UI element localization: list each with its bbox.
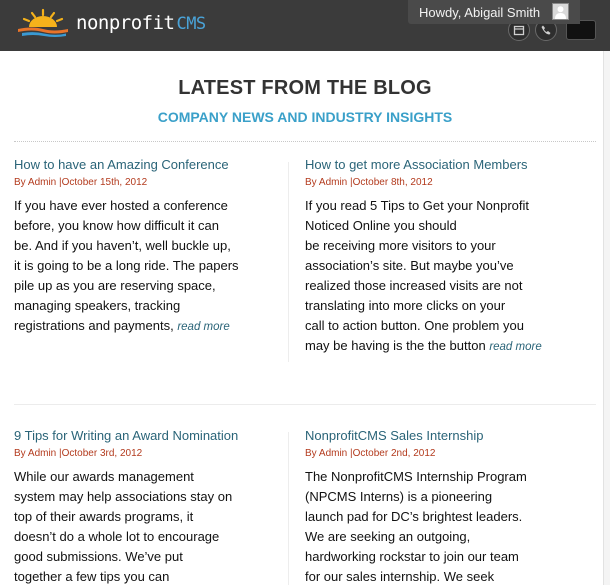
- post-excerpt: [305, 196, 575, 357]
- post-excerpt-text: If you have ever hosted a conference before, you know how difficult it can be. And if you haven’t, well buckle up, it is going to be a long ride. The papers pile up as you are reserving space, managing speakers, tracking registrations and payments,: [14, 198, 239, 333]
- blog-post: [14, 157, 284, 337]
- post-excerpt: [14, 196, 284, 337]
- post-title-link[interactable]: How to get more Association Members: [305, 157, 528, 172]
- top-bar: [0, 0, 610, 51]
- read-more-link[interactable]: read more: [177, 321, 230, 333]
- post-title-link[interactable]: NonprofitCMS Sales Internship: [305, 428, 484, 443]
- blog-post: [14, 428, 284, 585]
- divider: [14, 404, 596, 405]
- blog-heading: LATEST FROM THE BLOG: [178, 77, 432, 99]
- post-meta: By Admin |October 2nd, 2012: [305, 448, 436, 459]
- post-title-link[interactable]: 9 Tips for Writing an Award Nomination: [14, 428, 239, 443]
- post-meta: By Admin |October 15th, 2012: [14, 177, 148, 188]
- user-silhouette-icon: [553, 4, 568, 19]
- logo-word-accent: CMS: [176, 13, 206, 34]
- post-excerpt: The NonprofitCMS Internship Program (NPCMS Interns) is a pioneering launch pad for DC’s brightest leaders. We are seeking an outgoing, hardworking rockstar to join our team for our sales internship. We seek: [305, 469, 527, 584]
- scrollbar-track[interactable]: [603, 51, 610, 585]
- divider: [14, 141, 596, 142]
- sun-over-water-icon: [14, 8, 72, 38]
- post-title-link[interactable]: How to have an Amazing Conference: [14, 157, 229, 172]
- read-more-link[interactable]: read more: [489, 341, 542, 353]
- column-divider: [288, 432, 289, 585]
- user-greeting: Howdy, Abigail Smith: [419, 4, 541, 20]
- post-excerpt-text: If you read 5 Tips to Get your Nonprofit Noticed Online you should be receiving more visitors to your association’s site. But maybe you’ve realized those increased visits are not translating into more clicks on your call to action button. One problem you may be having is the the button: [305, 198, 530, 353]
- site-logo[interactable]: [14, 6, 206, 40]
- post-excerpt: While our awards management system may help associations stay on top of their awards programs, it doesn’t do a whole lot to encourage good submissions. We’ve put together a few tips you can: [14, 469, 233, 584]
- column-divider: [288, 162, 289, 362]
- post-meta: By Admin |October 3rd, 2012: [14, 448, 143, 459]
- blog-post: [305, 428, 575, 585]
- blog-subheading: COMPANY NEWS AND INDUSTRY INSIGHTS: [157, 109, 453, 125]
- blog-post: [305, 157, 575, 357]
- avatar[interactable]: [552, 3, 569, 20]
- logo-word-main: nonprofit: [76, 11, 175, 34]
- user-account-box[interactable]: [408, 0, 580, 24]
- post-meta: By Admin |October 8th, 2012: [305, 177, 433, 188]
- logo-wordmark: [76, 11, 206, 34]
